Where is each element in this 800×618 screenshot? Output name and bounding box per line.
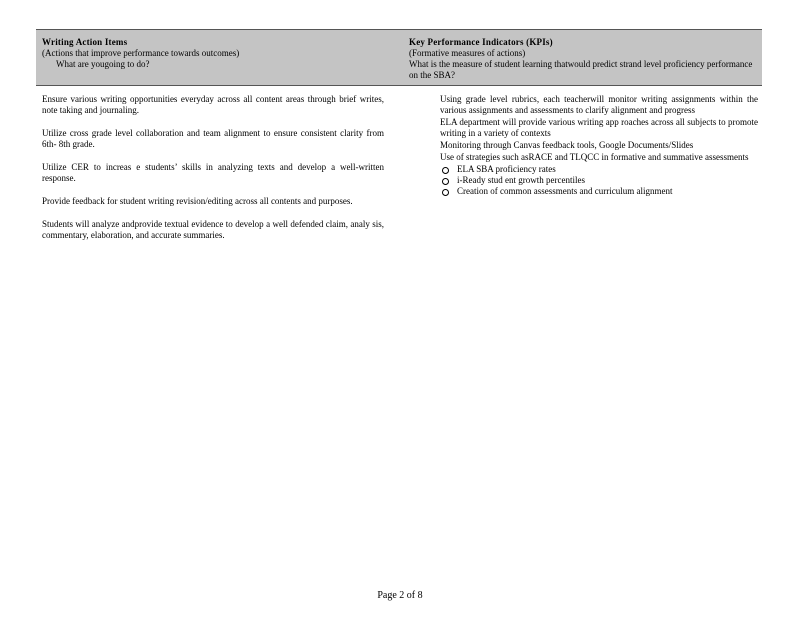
action-items-column — [36, 94, 384, 253]
kpi-item — [422, 140, 758, 151]
kpi-item — [422, 117, 758, 139]
kpi-item — [422, 152, 758, 163]
action-item: Ensure various writing opportunities everyday across all content areas through brief writes, note taking and journaling. — [42, 94, 384, 115]
circle-bullet-icon — [442, 167, 449, 174]
header-right-question: What is the measure of student learning thatwould predict strand level proficiency performance on the SBA? — [409, 59, 753, 80]
header-right — [403, 30, 762, 85]
header-right-title: Key Performance Indicators (KPIs) — [409, 37, 553, 47]
header-left-title: Writing Action Items — [42, 37, 128, 47]
action-items-table — [36, 29, 762, 253]
table-body — [36, 86, 762, 253]
sub-kpi-item — [422, 164, 758, 175]
circle-bullet-icon — [442, 178, 449, 185]
kpi-text: Use of strategies such asRACE and TLQCC in formative and summative assessments — [440, 152, 749, 162]
page-number: Page 2 of 8 — [377, 590, 423, 601]
kpi-text: ELA department will provide various writing app roaches across all subjects to promote writing in a variety of contexts — [440, 117, 758, 138]
header-left-question: What are yougoing to do? — [56, 59, 150, 69]
kpi-text: Using grade level rubrics, each teacherwill monitor writing assignments within the various assignments and assessments to clarify alignment and progress — [440, 94, 758, 115]
header-left-subtitle: (Actions that improve performance towards outcomes) — [42, 48, 240, 58]
kpi-column — [384, 94, 762, 253]
bullet-box-icon — [422, 152, 440, 163]
header-right-subtitle: (Formative measures of actions) — [409, 48, 526, 58]
header-left — [36, 30, 403, 85]
bullet-box-icon — [422, 117, 440, 139]
kpi-text: Monitoring through Canvas feedback tools, Google Documents/Slides — [440, 140, 694, 150]
bullet-box-icon — [422, 140, 440, 151]
sub-kpi-item — [422, 175, 758, 186]
header-left-question-line — [42, 59, 397, 70]
action-item: Provide feedback for student writing revision/editing across all contents and purposes. — [42, 196, 353, 206]
table-header — [36, 29, 762, 86]
action-item: Utilize cross grade level collaboration and team alignment to ensure consistent clarity from 6th- 8th grade. — [42, 128, 384, 149]
sub-kpi-text: i-Ready stud ent growth percentiles — [457, 175, 585, 185]
circle-bullet-icon — [442, 189, 449, 196]
sub-kpi-text: Creation of common assessments and curriculum alignment — [457, 186, 673, 196]
bullet-box-icon — [422, 94, 440, 116]
sub-kpi-text: ELA SBA proficiency rates — [457, 164, 556, 174]
action-item: Students will analyze andprovide textual evidence to develop a well defended claim, analy sis, commentary, elaboration, and accurate summaries. — [42, 219, 384, 240]
sub-kpi-item — [422, 186, 758, 197]
action-item: Utilize CER to increas e students’ skills in analyzing texts and develop a well-written response. — [42, 162, 384, 183]
kpi-item — [422, 94, 758, 116]
bullet-box-icon — [42, 59, 56, 70]
